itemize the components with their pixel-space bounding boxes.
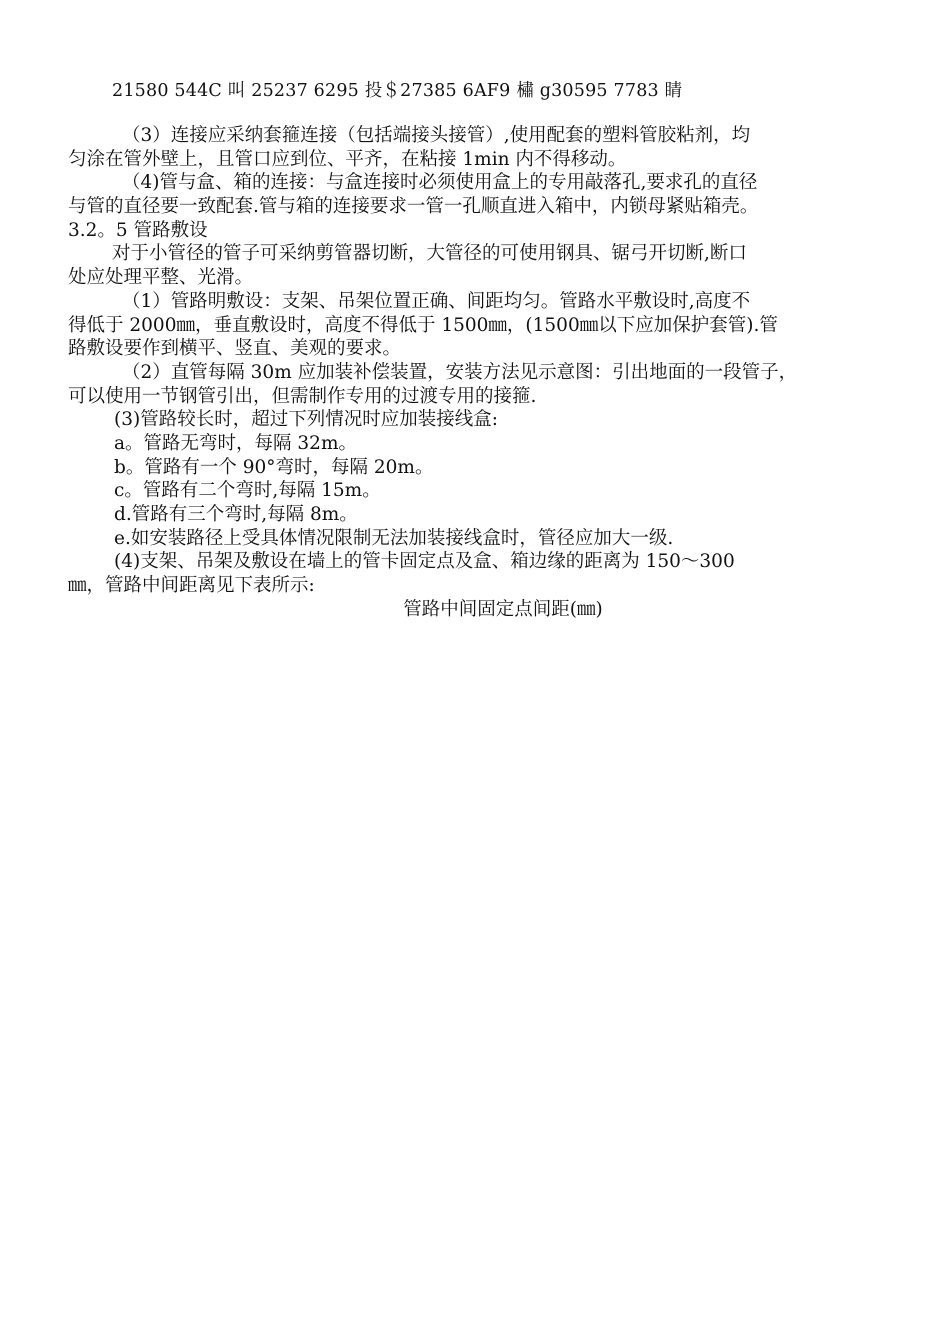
- paragraph-line: 匀涂在管外壁上，且管口应到位、平齐，在粘接 1min 内不得移动。: [68, 148, 627, 170]
- list-item: a。管路无弯时，每隔 32m。: [114, 432, 357, 454]
- section-heading: 3.2。5 管路敷设: [68, 219, 208, 241]
- header-code-line: 21580 544C 叫 25237 6295 投＄27385 6AF9 橚 g30595 7783 睛: [112, 81, 683, 101]
- paragraph-line: 得低于 2000㎜，垂直敷设时，高度不得低于 1500㎜，(1500㎜以下应加保护套管).管: [68, 314, 778, 336]
- paragraph-line: （2）直管每隔 30m 应加装补偿装置，安装方法见示意图：引出地面的一段管子，: [122, 361, 798, 383]
- paragraph-line: 与管的直径要一致配套.管与箱的连接要求一管一孔顺直进入箱中，内锁母紧贴箱壳。: [68, 196, 759, 218]
- list-item: d.管路有三个弯时,每隔 8m。: [114, 504, 358, 525]
- paragraph-line: （1）管路明敷设：支架、吊架位置正确、间距均匀。管路水平敷设时,高度不: [122, 290, 751, 312]
- paragraph-line: 处应处理平整、光滑。: [68, 267, 254, 289]
- paragraph-line: （4)管与盒、箱的连接：与盒连接时必须使用盒上的专用敲落孔,要求孔的直径: [122, 172, 758, 194]
- paragraph-line: (3)管路较长时，超过下列情况时应加装接线盒:: [114, 409, 498, 431]
- paragraph-line: 路敷设要作到横平、竖直、美观的要求。: [68, 338, 402, 360]
- body-text: [68, 124, 898, 621]
- list-item: b。管路有一个 90°弯时，每隔 20m。: [114, 456, 434, 478]
- paragraph-line: 对于小管径的管子可采纳剪管器切断，大管径的可使用钢具、锯弓开切断,断口: [112, 243, 747, 265]
- paragraph-line: (4)支架、吊架及敷设在墙上的管卡固定点及盒、箱边缘的距离为 150～300: [114, 551, 735, 573]
- paragraph-line: （3）连接应采纳套箍连接（包括端接头接管）,使用配套的塑料管胶粘剂，均: [122, 125, 751, 146]
- list-item: c。管路有二个弯时,每隔 15m。: [114, 480, 381, 502]
- paragraph-line: 可以使用一节钢管引出，但需制作专用的过渡专用的接箍.: [68, 385, 537, 407]
- paragraph-line: ㎜，管路中间距离见下表所示:: [68, 575, 315, 597]
- table-caption: 管路中间固定点间距(㎜): [403, 598, 603, 620]
- list-item: e.如安装路径上受具体情况限制无法加装接线盒时，管径应加大一级.: [114, 527, 674, 549]
